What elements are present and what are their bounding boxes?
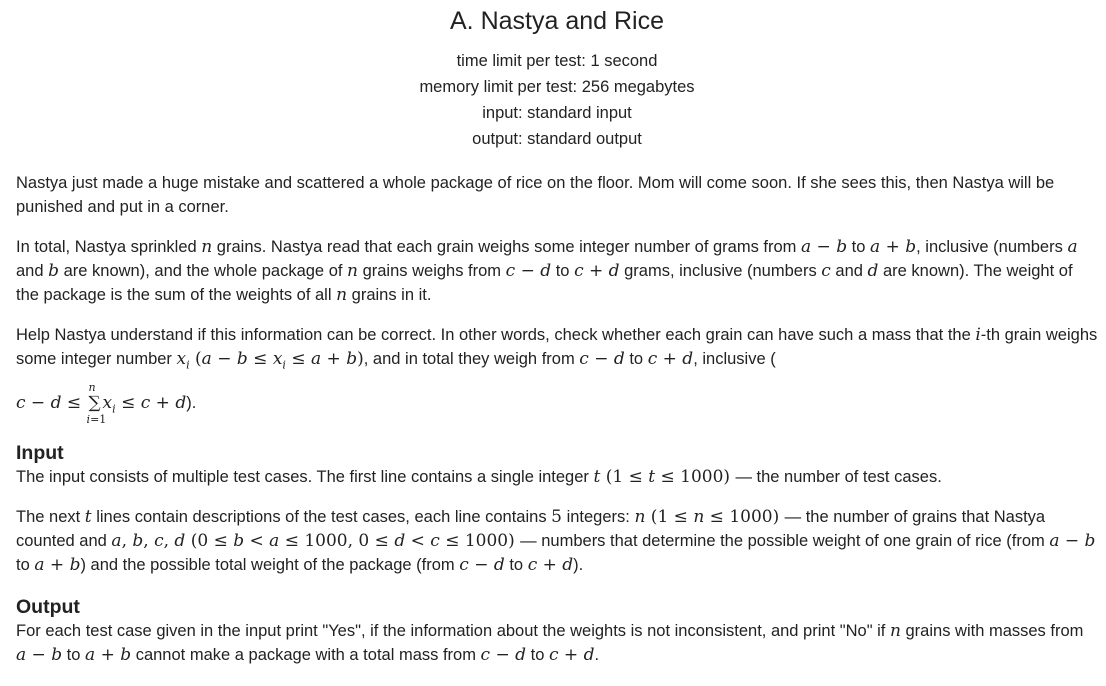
- math: c: [140, 393, 151, 414]
- text: ).: [186, 394, 197, 413]
- text: and: [830, 262, 868, 280]
- math: +: [558, 645, 584, 666]
- math: d: [175, 393, 187, 414]
- text: , inclusive (: [693, 350, 776, 368]
- math: d: [562, 555, 574, 576]
- math: a: [311, 349, 322, 369]
- math: (: [189, 349, 202, 369]
- text: and: [16, 262, 49, 280]
- math: a: [1049, 531, 1060, 552]
- sum-formula-line: [16, 377, 1098, 425]
- math: d: [682, 349, 694, 369]
- math: d: [50, 393, 62, 414]
- output-heading: Output: [16, 596, 80, 619]
- math: n: [336, 285, 348, 305]
- output-paragraph-1: [16, 619, 1098, 667]
- input-paragraph-1: [16, 465, 1098, 489]
- math: $x_i$: [176, 349, 190, 372]
- text: grains with masses from: [900, 622, 1084, 641]
- math: a: [111, 531, 122, 552]
- output-type: output: standard output: [472, 130, 642, 148]
- math: c: [574, 261, 584, 281]
- math: −: [25, 393, 51, 414]
- math: −: [211, 349, 237, 369]
- math: (1 ≤: [645, 507, 694, 528]
- math: c: [430, 531, 440, 552]
- text: lines contain descriptions of the test cases, each line contains: [91, 508, 552, 527]
- math: b: [69, 555, 81, 576]
- statement-paragraph-3: [16, 323, 1098, 377]
- math: +: [321, 349, 347, 369]
- math: <: [405, 531, 431, 552]
- math: d: [540, 261, 552, 281]
- text: ) and the possible total weight of the package (from: [80, 556, 460, 575]
- math: a: [801, 237, 812, 257]
- math: ,: [163, 531, 175, 552]
- problem-statement: [16, 0, 1098, 667]
- math: b: [836, 237, 848, 257]
- math: c: [459, 555, 469, 576]
- input-type: input: standard input: [482, 104, 632, 122]
- math: d: [174, 531, 186, 552]
- math: c: [480, 645, 491, 666]
- math: b: [905, 237, 917, 257]
- text: — numbers that determine the possible weight of one grain of rice (from: [520, 532, 1050, 551]
- math: ≤ 1000): [704, 507, 785, 528]
- math: +: [537, 555, 563, 576]
- math: a: [1067, 237, 1078, 257]
- text: grains weighs from: [358, 262, 506, 280]
- text: grains in it.: [347, 286, 432, 304]
- text: grains. Nastya read that each grain weighs some integer number of grams from: [212, 238, 801, 256]
- text: integers:: [561, 508, 635, 527]
- math: a: [870, 237, 881, 257]
- math: +: [44, 555, 70, 576]
- math: a: [85, 645, 96, 666]
- text: — the number of grains that Nastya counted and: [16, 508, 1046, 551]
- math: b: [233, 531, 245, 552]
- text: The next: [16, 508, 85, 527]
- text: are known), and the whole package of: [59, 262, 348, 280]
- math: t: [84, 507, 92, 528]
- text: , inclusive (numbers: [916, 238, 1068, 256]
- sigma: ∑: [88, 393, 101, 414]
- time-limit: time limit per test: 1 second: [456, 52, 658, 70]
- math: +: [880, 237, 906, 257]
- math: $x_i$: [272, 349, 286, 372]
- math: c: [647, 349, 658, 369]
- statement-paragraph-2: [16, 235, 1098, 307]
- text: — the number of test cases.: [735, 468, 942, 487]
- text: to: [504, 556, 528, 575]
- summation-symbol: [86, 381, 107, 427]
- text: .: [594, 646, 600, 665]
- math: c: [16, 393, 26, 414]
- problem-header: [16, 0, 1098, 152]
- math: i: [975, 325, 981, 345]
- text: The input consists of multiple test cases. The first line contains a single integer: [16, 468, 594, 487]
- math: +: [583, 261, 609, 281]
- text: to: [847, 238, 871, 256]
- text: to: [62, 646, 86, 665]
- text: to: [624, 350, 648, 368]
- math: d: [583, 645, 595, 666]
- math: −: [588, 349, 614, 369]
- math: d: [493, 555, 505, 576]
- math: b: [346, 349, 358, 369]
- math: b: [236, 349, 248, 369]
- math: n: [889, 621, 901, 642]
- math: −: [515, 261, 541, 281]
- math: n: [201, 237, 213, 257]
- math: b: [132, 531, 144, 552]
- math: c: [154, 531, 164, 552]
- math: ≤ 1000): [655, 467, 736, 488]
- text: are known). The weight of the package is the sum of the weights of all: [16, 262, 1073, 304]
- math: −: [490, 645, 516, 666]
- text: to: [16, 556, 35, 575]
- math: ≤ 1000, 0 ≤: [279, 531, 395, 552]
- math: −: [26, 645, 52, 666]
- math: n: [693, 507, 705, 528]
- math: b: [120, 645, 132, 666]
- math: c: [579, 349, 589, 369]
- math: n: [634, 507, 646, 528]
- math: ≤: [115, 393, 141, 414]
- problem-title: A. Nastya and Rice: [450, 7, 664, 35]
- text: In total, Nastya sprinkled: [16, 238, 202, 256]
- input-paragraph-2: [16, 505, 1098, 577]
- math: n: [347, 261, 358, 281]
- math: b: [51, 645, 63, 666]
- math: d: [394, 531, 406, 552]
- math: t: [648, 467, 656, 488]
- input-heading: Input: [16, 442, 64, 465]
- math: +: [95, 645, 121, 666]
- math: c: [505, 261, 516, 281]
- math: c: [821, 261, 831, 281]
- math: a: [201, 349, 212, 369]
- math: c: [527, 555, 538, 576]
- math: ≤ 1000): [439, 531, 521, 552]
- math: d: [867, 261, 879, 281]
- math: b: [48, 261, 60, 281]
- math: d: [608, 261, 620, 281]
- math: ,: [143, 531, 155, 552]
- math: t: [593, 467, 601, 488]
- math: a: [34, 555, 45, 576]
- math: a: [16, 645, 27, 666]
- math: (0 ≤: [185, 531, 234, 552]
- math: ≤: [285, 349, 312, 369]
- text: grams, inclusive (numbers: [619, 262, 822, 280]
- math: d: [515, 645, 527, 666]
- math: b: [1084, 531, 1096, 552]
- math: −: [468, 555, 494, 576]
- math: ): [357, 349, 364, 369]
- text: cannot make a package with a total mass from: [131, 646, 481, 665]
- math: $x_i$: [102, 393, 116, 416]
- sum-lower-limit: i=1: [86, 413, 107, 427]
- text: , and in total they weigh from: [363, 350, 580, 368]
- statement-paragraph-1: Nastya just made a huge mistake and scattered a whole package of rice on the floor. Mom will come soon. If she sees this, then Nastya will be punished and put in a corner.: [16, 174, 1055, 216]
- text: Help Nastya understand if this information can be correct. In other words, check whether each grain can have such a mass that the: [16, 326, 976, 344]
- math: ≤: [61, 393, 87, 414]
- math: ,: [121, 531, 133, 552]
- text: ).: [573, 556, 584, 575]
- math: ≤: [247, 349, 273, 369]
- math: c: [548, 645, 559, 666]
- math: a: [269, 531, 280, 552]
- math: +: [657, 349, 683, 369]
- math: <: [244, 531, 270, 552]
- math: −: [1059, 531, 1085, 552]
- math: d: [613, 349, 625, 369]
- math: −: [811, 237, 837, 257]
- problem-limits: [16, 48, 1098, 152]
- text: -th grain weighs some integer number: [16, 326, 1098, 368]
- text: to: [551, 262, 575, 280]
- text: For each test case given in the input print "Yes", if the information about the weights is not inconsistent, and print "No" if: [16, 622, 890, 641]
- sum-upper-limit: n: [88, 381, 96, 395]
- math: 5: [551, 507, 562, 528]
- math: +: [150, 393, 176, 414]
- text: to: [526, 646, 549, 665]
- memory-limit: memory limit per test: 256 megabytes: [419, 78, 695, 96]
- math: (1 ≤: [600, 467, 649, 488]
- sum-formula: [16, 381, 197, 427]
